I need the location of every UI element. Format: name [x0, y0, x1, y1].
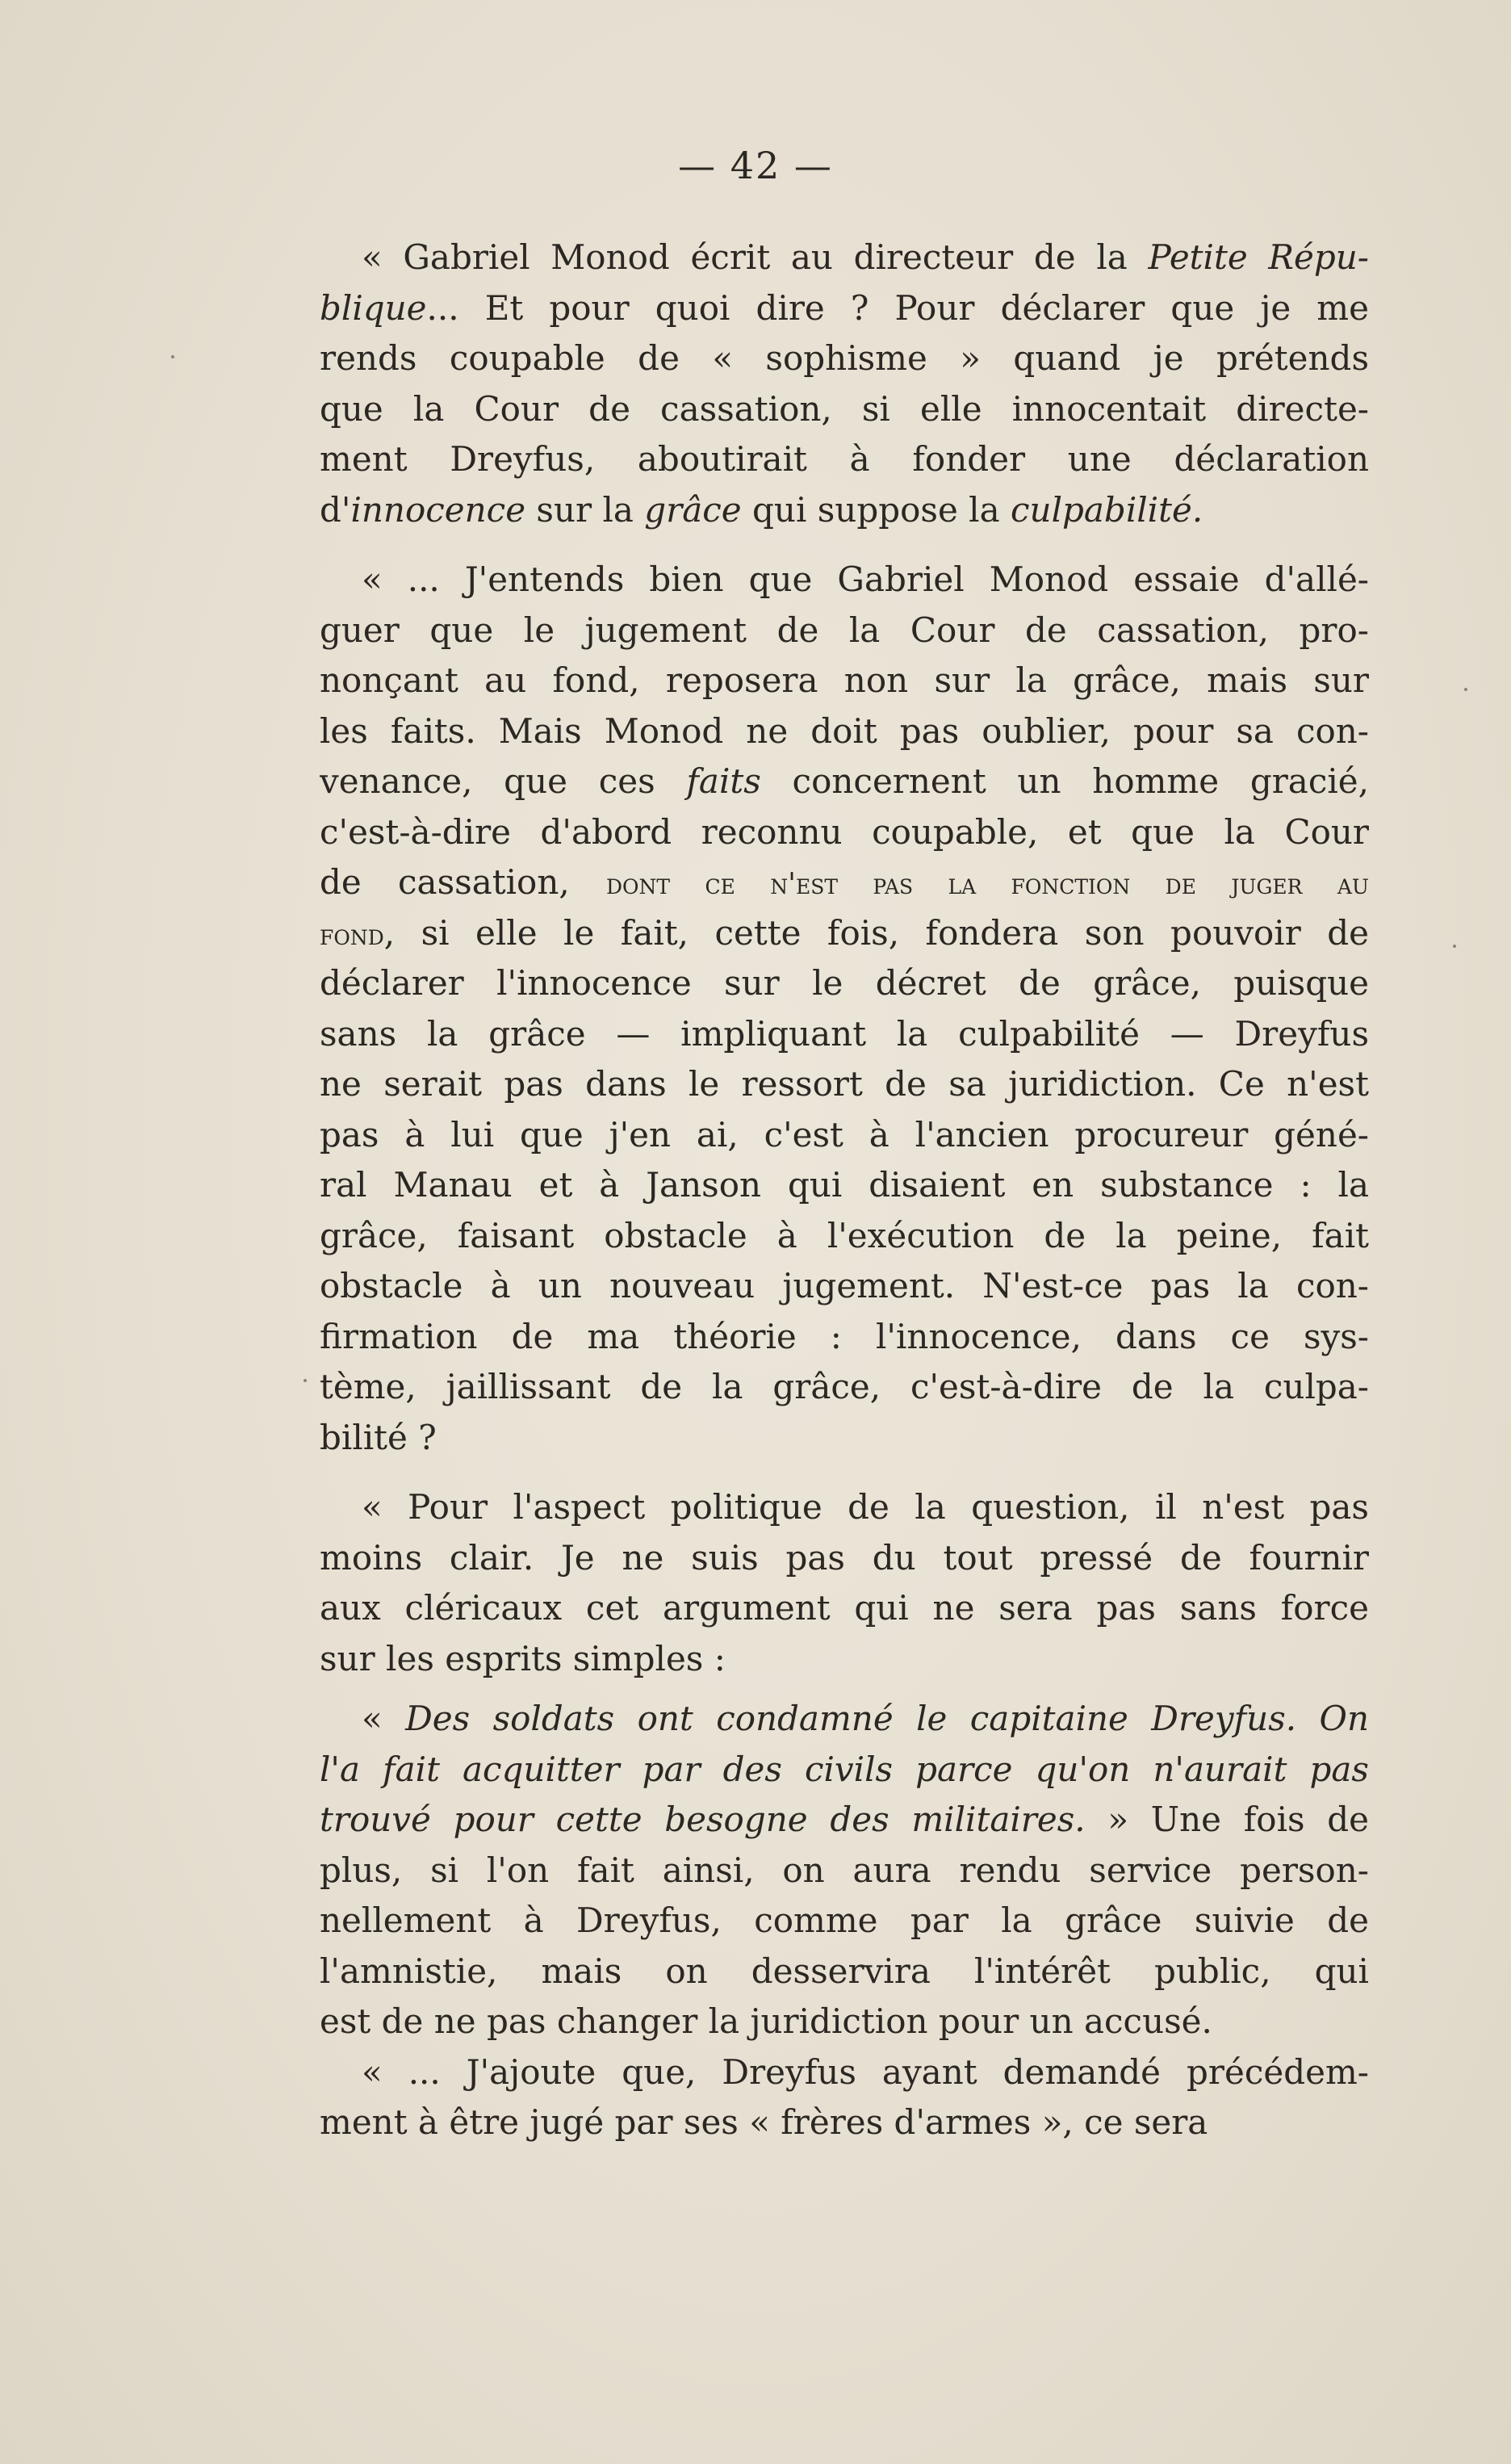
text-run: ral Manau et à Janson qui disaient en substance : la	[320, 1165, 1369, 1205]
text-line	[320, 2047, 1369, 2098]
paragraph-gap	[320, 1463, 1369, 1482]
text-run: «	[362, 1699, 406, 1738]
text-run: rends coupable de « sophisme » quand je prétends	[320, 338, 1369, 378]
italic-run: Des soldats ont condamné le capitaine Dreyfus. On	[405, 1699, 1369, 1738]
text-line	[320, 283, 1369, 334]
italic-run: faits	[686, 761, 761, 801]
text-run: bilité ?	[320, 1417, 437, 1457]
italic-run: Petite Répu-	[1148, 237, 1369, 277]
text-line	[320, 384, 1369, 435]
text-line	[320, 1896, 1369, 1946]
text-run: « Pour l'aspect politique de la question, il n'est pas	[362, 1487, 1369, 1527]
text-line	[320, 1261, 1369, 1312]
paragraph	[320, 2047, 1369, 2148]
text-line	[320, 1110, 1369, 1161]
text-line	[320, 1009, 1369, 1060]
text-line	[320, 555, 1369, 606]
paragraph	[320, 1482, 1369, 1684]
text-run: de cassation,	[320, 862, 607, 902]
text-run: plus, si l'on fait ainsi, on aura rendu service person-	[320, 1850, 1369, 1890]
text-line	[320, 1160, 1369, 1211]
text-run: tème, jaillissant de la grâce, c'est-à-dire de la culpa-	[320, 1367, 1369, 1406]
paragraph	[320, 233, 1369, 535]
text-run: , si elle le fait, cette fois, fondera son pouvoir de	[383, 912, 1369, 953]
text-line	[320, 2097, 1369, 2148]
text-run: qui suppose la	[741, 489, 1011, 530]
text-run: ment Dreyfus, aboutirait à fonder une déclaration	[320, 439, 1369, 479]
text-run: déclarer l'innocence sur le décret de grâce, puisque	[320, 963, 1369, 1003]
text-line	[320, 1745, 1369, 1796]
text-run: est de ne pas changer la juridiction pour un accusé.	[320, 2001, 1212, 2041]
text-run: « Gabriel Monod écrit au directeur de la	[362, 237, 1149, 277]
text-line	[320, 857, 1369, 908]
text-run: d'	[320, 489, 351, 530]
page-number: — 42 —	[678, 144, 833, 187]
text-run: ment à être jugé par ses « frères d'armes », ce sera	[320, 2102, 1208, 2142]
paper-speck	[1453, 945, 1456, 948]
text-line	[320, 1312, 1369, 1363]
text-run: nonçant au fond, reposera non sur la grâce, mais sur	[320, 660, 1369, 700]
text-run: c'est-à-dire d'abord reconnu coupable, et que la Cour	[320, 811, 1369, 852]
italic-run: l'a fait acquitter par des civils parce qu'on n'aurait pas	[320, 1749, 1369, 1789]
text-line	[320, 233, 1369, 283]
text-line	[320, 1059, 1369, 1110]
text-line	[320, 1634, 1369, 1685]
text-line	[320, 1413, 1369, 1464]
text-run: « ... J'ajoute que, Dreyfus ayant demandé précédem-	[362, 2051, 1369, 2092]
italic-run: blique	[320, 287, 427, 328]
text-line	[320, 756, 1369, 807]
text-run: guer que le jugement de la Cour de cassation, pro-	[320, 610, 1369, 650]
text-run: que la Cour de cassation, si elle innocentait directe-	[320, 388, 1369, 429]
paragraph-gap	[320, 1684, 1369, 1694]
text-run: les faits. Mais Monod ne doit pas oublier, pour sa con-	[320, 710, 1369, 751]
text-run: l'amnistie, mais on desservira l'intérêt public, qui	[320, 1951, 1369, 1991]
text-line	[320, 958, 1369, 1009]
text-run: venance, que ces	[320, 761, 687, 801]
text-line	[320, 1211, 1369, 1262]
text-run: grâce, faisant obstacle à l'exécution de la peine, fait	[320, 1215, 1369, 1255]
text-run: firmation de ma théorie : l'innocence, dans ce sys-	[320, 1316, 1369, 1356]
text-line	[320, 706, 1369, 757]
text-run: nellement à Dreyfus, comme par la grâce suivie de	[320, 1900, 1369, 1940]
small-caps-run: dont ce n'est pas la fonction de juger au	[606, 868, 1369, 901]
text-run: pas à lui que j'en ai, c'est à l'ancien procureur géné-	[320, 1114, 1369, 1154]
italic-run: trouvé pour cette besogne des militaires.	[320, 1800, 1086, 1839]
paper-speck	[1464, 688, 1467, 691]
paragraph-gap	[320, 535, 1369, 555]
italic-run: innocence	[350, 489, 526, 530]
paper-speck	[171, 355, 174, 358]
text-line	[320, 1583, 1369, 1634]
italic-run: grâce	[644, 489, 742, 530]
text-run: ... Et pour quoi dire ? Pour déclarer que je me	[426, 287, 1369, 328]
text-run: » Une fois de	[1085, 1800, 1369, 1839]
text-line	[320, 1997, 1369, 2047]
text-line	[320, 485, 1369, 536]
text-line	[320, 656, 1369, 706]
text-line	[320, 606, 1369, 656]
text-line	[320, 1362, 1369, 1413]
paper-speck	[303, 1379, 307, 1382]
text-line	[320, 1946, 1369, 1997]
italic-run: culpabilité.	[1011, 489, 1203, 530]
text-line	[320, 1846, 1369, 1896]
text-run: obstacle à un nouveau jugement. N'est-ce pas la con-	[320, 1266, 1369, 1305]
text-run: sans la grâce — impliquant la culpabilité — Dreyfus	[320, 1013, 1369, 1054]
text-run: « ... J'entends bien que Gabriel Monod essaie d'allé-	[362, 559, 1369, 599]
text-line	[320, 1795, 1369, 1846]
body-text	[320, 233, 1369, 2148]
text-run: aux cléricaux cet argument qui ne sera pas sans force	[320, 1588, 1369, 1628]
paragraph	[320, 1694, 1369, 2047]
text-run: sur la	[525, 489, 645, 530]
text-line	[320, 434, 1369, 485]
small-caps-run: fond	[320, 918, 384, 952]
text-line	[320, 807, 1369, 858]
text-line	[320, 1482, 1369, 1533]
text-run: ne serait pas dans le ressort de sa juridiction. Ce n'est	[320, 1064, 1369, 1104]
text-line	[320, 908, 1369, 959]
text-line	[320, 1694, 1369, 1745]
text-run: sur les esprits simples :	[320, 1638, 726, 1678]
text-run: concernent un homme gracié,	[760, 761, 1369, 801]
paragraph	[320, 555, 1369, 1463]
text-line	[320, 333, 1369, 384]
text-run: moins clair. Je ne suis pas du tout pressé de fournir	[320, 1537, 1369, 1578]
text-line	[320, 1533, 1369, 1584]
